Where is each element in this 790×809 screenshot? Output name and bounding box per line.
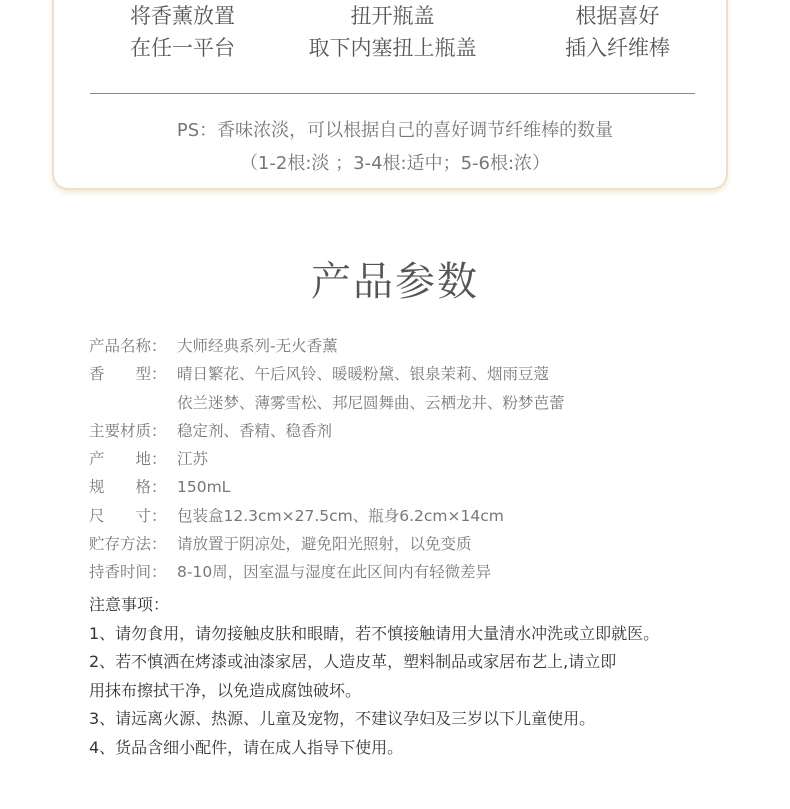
ps-note: PS：香味浓淡，可以根据自己的喜好调节纤维棒的数量 (176, 120, 614, 141)
step-2-line-2: 取下内塞扭上瓶盖 (308, 36, 477, 60)
param-label: 产品名称： (89, 337, 167, 355)
notice-title: 注意事项： (89, 595, 170, 614)
param-label: 主要材质： (89, 421, 167, 440)
param-row-scent (89, 360, 769, 388)
param-row-spec (89, 473, 769, 501)
notice-line: 1、请勿食用，请勿接触皮肤和眼睛，若不慎接触请用大量清水冲洗或立即就医。 (89, 623, 660, 643)
usage-steps (0, 0, 790, 70)
param-label: 规 格： (89, 478, 167, 497)
param-value: 8-10周，因室温与湿度在此区间内有轻微差异 (177, 563, 492, 582)
param-row-origin (89, 445, 769, 473)
param-row-storage (89, 530, 769, 558)
step-2 (290, 0, 495, 64)
ps-quantity-guide: （1-2根:淡 ；3-4根:适中；5-6根:浓） (239, 153, 551, 174)
section-title: 产品参数 (311, 259, 479, 305)
param-row-name (89, 332, 769, 360)
param-label: 产 地： (89, 450, 167, 469)
step-3 (525, 0, 710, 64)
param-value: 江苏 (177, 450, 209, 469)
notice-section (89, 591, 769, 762)
param-label: 持香时间： (89, 563, 167, 582)
param-value: 大师经典系列-无火香薰 (177, 337, 338, 355)
divider (90, 93, 695, 94)
notice-line: 3、请远离火源、热源、儿童及宠物，不建议孕妇及三岁以下儿童使用。 (89, 709, 596, 728)
param-value: 包装盒12.3cm×27.5cm、瓶身6.2cm×14cm (177, 506, 504, 525)
step-2-line-1: 扭开瓶盖 (350, 4, 435, 28)
param-label: 尺 寸： (89, 506, 167, 525)
param-row-material (89, 417, 769, 445)
param-value: 晴日繁花、午后风铃、暖暖粉黛、银泉茉莉、烟雨豆蔻 (177, 365, 550, 384)
param-value: 依兰迷梦、薄雾雪松、邦尼圆舞曲、云栖龙井、粉梦芭蕾 (177, 393, 565, 412)
param-label: 贮存方法： (89, 535, 167, 554)
step-1-line-1: 将香薰放置 (130, 4, 235, 28)
param-value: 稳定剂、香精、稳香剂 (177, 421, 333, 440)
param-row-size (89, 502, 769, 530)
param-label: 香 型： (89, 365, 167, 384)
param-value: 请放置于阴凉处，避免阳光照射，以免变质 (177, 535, 472, 554)
step-1-line-2: 在任一平台 (130, 36, 235, 60)
param-value: 150mL (177, 478, 231, 497)
product-params (89, 332, 769, 587)
notice-line: 4、货品含细小配件，请在成人指导下使用。 (89, 737, 404, 757)
step-3-line-2: 插入纤维棒 (565, 36, 670, 60)
notice-line: 2、若不慎洒在烤漆或油漆家居，人造皮革，塑料制品或家居布艺上,请立即 (89, 652, 617, 671)
param-row-duration (89, 558, 769, 586)
step-1 (90, 0, 275, 64)
param-row-scent-continued (89, 389, 769, 417)
step-3-line-1: 根据喜好 (575, 4, 660, 28)
notice-line: 用抹布擦拭干净，以免造成腐蚀破坏。 (89, 680, 362, 700)
